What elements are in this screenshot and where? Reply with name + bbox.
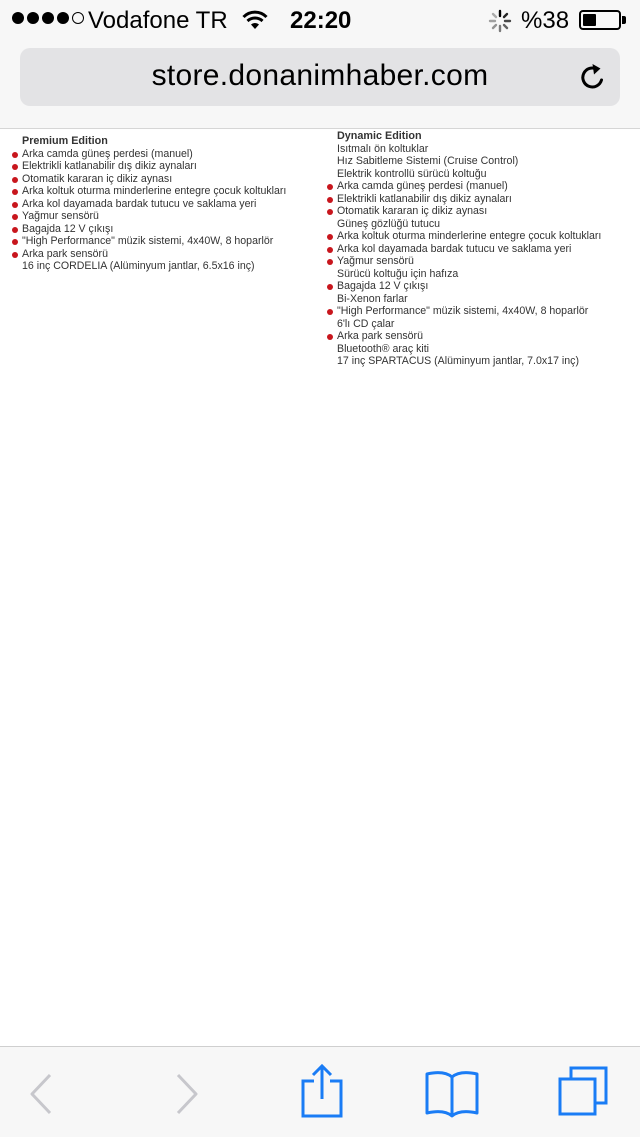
feature-text: 16 inç CORDELIA (Alüminyum jantlar, 6.5x16 inç) <box>22 260 255 272</box>
feature-text: Bagajda 12 V çıkışı <box>337 280 429 292</box>
feature-text: Isıtmalı ön koltuklar <box>337 142 429 155</box>
feature-item <box>22 235 322 248</box>
feature-item <box>337 205 637 218</box>
feature-text: Arka park sensörü <box>337 330 423 342</box>
feature-item <box>337 155 637 168</box>
activity-spinner-icon <box>488 9 512 33</box>
feature-text: Elektrikli katlanabilir dış dikiz aynaları <box>22 160 197 172</box>
bullet-icon <box>327 259 333 265</box>
bullet-icon <box>12 227 18 233</box>
feature-item <box>337 330 637 343</box>
feature-text: Güneş gözlüğü tutucu <box>337 217 441 230</box>
tabs-icon[interactable] <box>556 1065 610 1119</box>
feature-text: "High Performance" müzik sistemi, 4x40W, 8 hoparlör <box>22 235 274 247</box>
feature-text: Arka koltuk oturma minderlerine entegre çocuk koltukları <box>337 230 602 242</box>
carrier-name: Vodafone TR <box>88 7 228 34</box>
feature-text: Elektrik kontrollü sürücü koltuğu <box>337 167 487 180</box>
bullet-icon <box>327 247 333 253</box>
premium-edition-column <box>22 135 322 273</box>
feature-text: 17 inç SPARTACUS (Alüminyum jantlar, 7.0x17 inç) <box>337 355 579 367</box>
feature-item <box>337 268 637 281</box>
feature-text: Yağmur sensörü <box>337 255 414 267</box>
feature-text: Otomatik kararan iç dikiz aynası <box>22 172 173 185</box>
feature-item <box>22 248 322 261</box>
signal-dot <box>57 12 69 24</box>
feature-text: Arka park sensörü <box>22 247 108 260</box>
web-page-content <box>0 129 640 1046</box>
bullet-icon <box>327 334 333 340</box>
browser-address-bar <box>0 40 640 129</box>
feature-item <box>337 143 637 156</box>
feature-text: Arka koltuk oturma minderlerine entegre çocuk koltukları <box>22 185 287 197</box>
feature-item <box>22 160 322 173</box>
bullet-icon <box>12 239 18 245</box>
feature-text: Sürücü koltuğu için hafıza <box>337 267 459 280</box>
feature-item <box>22 210 322 223</box>
feature-text: Hız Sabitleme Sistemi (Cruise Control) <box>337 155 519 167</box>
feature-text: Bluetooth® araç kiti <box>337 342 430 355</box>
feature-text: 6'lı CD çalar <box>337 317 395 330</box>
signal-strength-icon <box>12 12 84 24</box>
feature-item <box>337 255 637 268</box>
feature-text: Elektrikli katlanabilir dış dikiz aynaları <box>337 192 512 205</box>
status-bar <box>0 0 640 40</box>
feature-item <box>337 193 637 206</box>
feature-text: Arka kol dayamada bardak tutucu ve saklama yeri <box>22 197 257 210</box>
share-icon[interactable] <box>296 1063 348 1119</box>
feature-item <box>22 260 322 273</box>
dynamic-edition-title: Dynamic Edition <box>337 130 422 142</box>
feature-item <box>337 318 637 331</box>
feature-text: Arka camda güneş perdesi (manuel) <box>337 180 508 192</box>
feature-text: Bi-Xenon farlar <box>337 292 408 305</box>
bullet-icon <box>12 164 18 170</box>
bullet-icon <box>327 284 333 290</box>
reload-icon[interactable] <box>577 61 609 93</box>
url-text[interactable]: store.donanimhaber.com <box>151 59 489 92</box>
premium-edition-title: Premium Edition <box>22 135 108 147</box>
bullet-icon <box>12 189 18 195</box>
dynamic-edition-column <box>337 130 637 368</box>
premium-feature-list <box>22 148 322 273</box>
feature-text: Bagajda 12 V çıkışı <box>22 222 114 235</box>
feature-item <box>22 148 322 161</box>
bullet-icon <box>327 234 333 240</box>
bullet-icon <box>327 197 333 203</box>
bullet-icon <box>12 252 18 258</box>
bullet-icon <box>327 184 333 190</box>
feature-item <box>22 223 322 236</box>
feature-item <box>22 173 322 186</box>
feature-item <box>337 243 637 256</box>
bullet-icon <box>327 309 333 315</box>
feature-text: Otomatik kararan iç dikiz aynası <box>337 205 488 217</box>
feature-item <box>22 198 322 211</box>
battery-tip <box>622 16 626 24</box>
back-chevron-icon[interactable] <box>18 1069 68 1119</box>
bullet-icon <box>12 214 18 220</box>
bullet-icon <box>327 209 333 215</box>
forward-chevron-icon[interactable] <box>160 1069 210 1119</box>
clock: 22:20 <box>290 7 352 34</box>
feature-item <box>337 293 637 306</box>
feature-item <box>337 280 637 293</box>
battery-icon <box>579 10 621 30</box>
feature-item <box>337 218 637 231</box>
signal-dot <box>12 12 24 24</box>
dynamic-feature-list <box>337 143 637 368</box>
url-field[interactable] <box>20 48 620 106</box>
signal-dot <box>42 12 54 24</box>
feature-text: "High Performance" müzik sistemi, 4x40W, 8 hoparlör <box>337 305 589 317</box>
bullet-icon <box>12 152 18 158</box>
feature-item <box>22 185 322 198</box>
bullet-icon <box>12 202 18 208</box>
feature-text: Arka camda güneş perdesi (manuel) <box>22 147 193 160</box>
wifi-icon <box>240 9 270 31</box>
bullet-icon <box>12 177 18 183</box>
feature-text: Yağmur sensörü <box>22 210 99 222</box>
signal-dot <box>27 12 39 24</box>
bookmarks-icon[interactable] <box>424 1069 480 1119</box>
feature-item <box>337 355 637 368</box>
feature-item <box>337 180 637 193</box>
feature-item <box>337 343 637 356</box>
feature-item <box>337 230 637 243</box>
feature-text: Arka kol dayamada bardak tutucu ve saklama yeri <box>337 242 572 255</box>
feature-item <box>337 168 637 181</box>
battery-percentage: %38 <box>521 7 570 34</box>
signal-dot <box>72 12 84 24</box>
browser-toolbar <box>0 1046 640 1137</box>
battery-fill <box>583 14 596 26</box>
feature-item <box>337 305 637 318</box>
